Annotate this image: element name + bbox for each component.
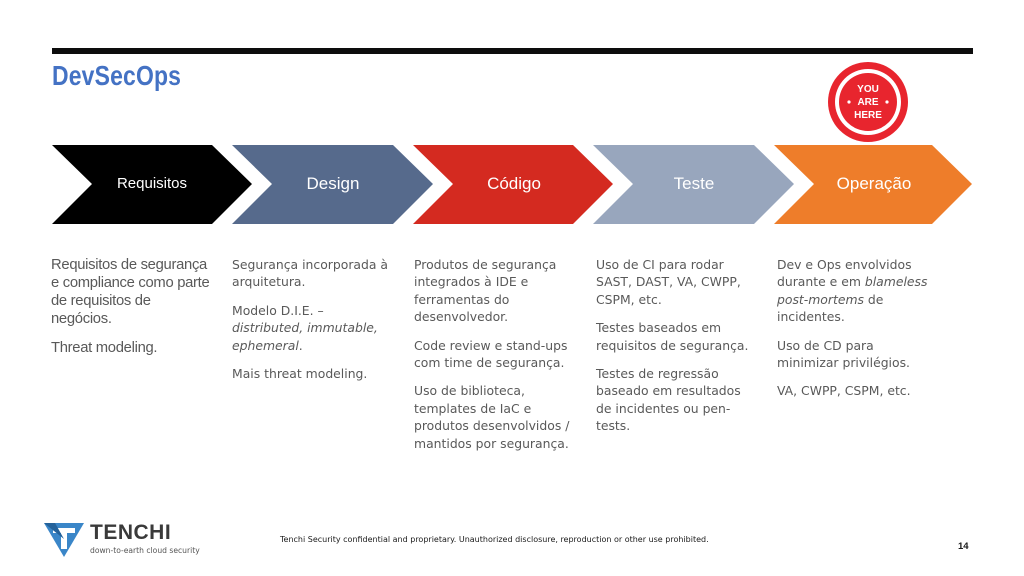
operacao-text-1-prefix: Dev e Ops envolvidos durante e em: [777, 257, 912, 290]
operacao-text-1: [777, 256, 939, 326]
you-are-here-badge: [826, 60, 910, 144]
confidentiality-footer: Tenchi Security confidential and proprietary. Unauthorized disclosure, reproduction or other use prohibited.: [280, 535, 709, 544]
teste-text-2: Testes baseados em requisitos de segurança.: [596, 320, 749, 353]
operacao-text-1-suffix: de incidentes.: [777, 291, 884, 325]
logo-wordmark: TENCHI: [90, 521, 172, 544]
top-divider-bar: [52, 48, 973, 54]
logo-tagline: down-to-earth cloud security: [90, 546, 200, 555]
design-text-2-emphasis: distributed, immutable, ephemeral: [232, 320, 378, 353]
codigo-text-2: Code review e stand-ups com time de segurança.: [414, 337, 568, 371]
badge-line-1: YOU: [857, 84, 879, 95]
codigo-text-3: Uso de biblioteca, templates de IaC e produtos desenvolvidos / mantidos por segurança.: [414, 383, 570, 451]
operacao-text-1-emphasis: blameless post-mortems: [777, 274, 928, 307]
column-operacao: [777, 256, 939, 411]
badge-line-3: HERE: [854, 110, 882, 121]
stage-label-codigo: Código: [487, 174, 541, 193]
operacao-text-2: Uso de CD para minimizar privilégios.: [777, 337, 910, 371]
page-number: 14: [958, 541, 969, 552]
design-text-3: Mais threat modeling.: [232, 366, 368, 382]
teste-text-1: Uso de CI para rodar SAST, DAST, VA, CWPP, CSPM, etc.: [596, 257, 741, 307]
slide-title: DevSecOps: [52, 60, 182, 91]
column-teste: [596, 256, 758, 446]
stage-label-design: Design: [306, 174, 360, 193]
stage-label-requisitos: Requisitos: [116, 175, 188, 192]
operacao-text-3: VA, CWPP, CSPM, etc.: [777, 383, 911, 399]
column-requisitos: [51, 256, 211, 368]
column-codigo: [414, 256, 576, 463]
design-text-2-prefix: Modelo D.I.E. –: [232, 302, 324, 318]
badge-line-2: ARE: [857, 97, 879, 108]
codigo-text-1: Produtos de segurança integrados à IDE e ferramentas do desenvolvedor.: [414, 257, 557, 325]
design-text-2: [232, 302, 394, 354]
design-text-1: Segurança incorporada à arquitetura.: [232, 257, 388, 290]
stage-label-teste: Teste: [673, 174, 715, 193]
column-design: [232, 256, 394, 393]
teste-text-3: Testes de regressão baseado em resultados de incidentes ou pen-tests.: [596, 366, 741, 434]
requisitos-text-2: Threat modeling.: [51, 340, 158, 356]
tenchi-logo-icon: [44, 521, 84, 557]
tenchi-logo: [44, 521, 204, 561]
design-text-2-suffix: .: [298, 337, 303, 353]
stage-label-operacao: Operação: [836, 174, 912, 193]
requisitos-text-1: Requisitos de segurança e compliance como parte de requisitos de negócios.: [51, 257, 210, 327]
